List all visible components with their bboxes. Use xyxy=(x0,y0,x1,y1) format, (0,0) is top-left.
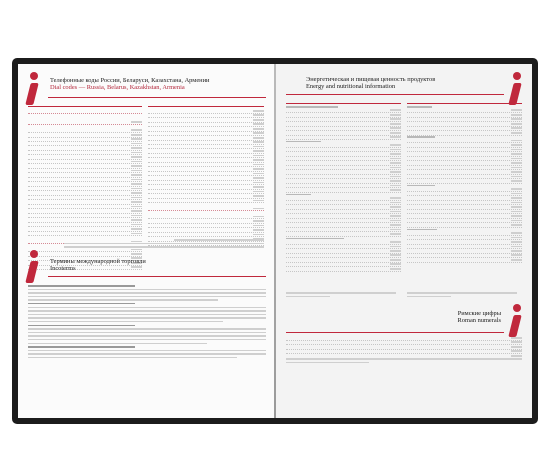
table-row xyxy=(28,192,142,196)
table-row xyxy=(407,202,522,206)
notebook-logo-icon xyxy=(509,304,525,338)
nutrition-title-en: Energy and nutritional information xyxy=(306,83,396,91)
table-row xyxy=(407,211,522,215)
table-row xyxy=(28,129,142,133)
table-row xyxy=(148,173,264,177)
table-row xyxy=(286,229,401,233)
roman-numerals-rule xyxy=(286,332,504,333)
table-row xyxy=(286,180,401,184)
table-row xyxy=(286,144,401,148)
table-row xyxy=(407,140,522,144)
roman-numerals-title-en: Roman numerals xyxy=(457,317,501,325)
roman-numerals-table xyxy=(286,337,522,359)
table-row xyxy=(148,146,264,150)
table-row xyxy=(148,191,264,195)
table-row xyxy=(148,123,264,127)
table-row xyxy=(286,127,401,131)
roman-numerals-footnote xyxy=(286,358,522,365)
table-row xyxy=(28,215,142,219)
table-row xyxy=(286,206,401,210)
table-row xyxy=(28,174,142,178)
table-row xyxy=(286,176,401,180)
table-row xyxy=(286,171,401,175)
table-row xyxy=(286,158,401,162)
table-row xyxy=(148,164,264,168)
roman-numerals-title-ru: Римские цифры xyxy=(457,310,501,317)
table-row xyxy=(286,211,401,215)
table-row xyxy=(286,197,401,201)
table-row xyxy=(286,132,401,136)
table-row xyxy=(28,197,142,201)
table-row xyxy=(407,144,522,148)
table-row xyxy=(28,228,142,232)
table-row xyxy=(148,234,264,238)
table-row xyxy=(286,337,522,341)
table-row xyxy=(407,193,522,197)
table-row xyxy=(407,176,522,180)
nutrition-group-heading xyxy=(286,194,311,196)
nutrition-group-heading xyxy=(407,229,437,231)
table-row xyxy=(286,109,401,113)
table-row xyxy=(407,127,522,131)
table-row xyxy=(148,216,264,220)
nutrition-footnote-left xyxy=(286,292,396,299)
table-row xyxy=(28,253,142,257)
incoterms-group-heading xyxy=(28,325,135,327)
table-row xyxy=(286,123,401,127)
table-row xyxy=(28,188,142,192)
table-row xyxy=(28,110,142,114)
table-row xyxy=(286,162,401,166)
table-row xyxy=(148,132,264,136)
table-row xyxy=(286,350,522,354)
table-row xyxy=(407,197,522,201)
dial-codes-title-en: Dial codes — Russia, Belarus, Kazakhstan, Armenia xyxy=(50,84,185,92)
table-row xyxy=(28,170,142,174)
table-row xyxy=(286,346,522,350)
table-row xyxy=(407,180,522,184)
table-row xyxy=(28,161,142,165)
table-row xyxy=(407,259,522,263)
table-row xyxy=(286,254,401,258)
table-row xyxy=(286,241,401,245)
nutrition-title xyxy=(306,76,496,91)
table-row xyxy=(286,341,522,345)
table-row xyxy=(28,165,142,169)
table-row xyxy=(148,225,264,229)
table-row xyxy=(148,119,264,123)
nutrition-group-heading xyxy=(407,185,435,187)
table-row xyxy=(407,118,522,122)
dial-codes-column-right xyxy=(148,110,264,247)
table-row xyxy=(148,141,264,145)
table-row xyxy=(407,250,522,254)
table-row xyxy=(28,156,142,160)
table-row xyxy=(148,177,264,181)
table-row xyxy=(407,114,522,118)
right-page xyxy=(276,64,532,418)
table-row xyxy=(148,110,264,114)
table-row xyxy=(148,155,264,159)
table-row xyxy=(286,185,401,189)
incoterms-title xyxy=(50,258,250,273)
nutrition-header-left xyxy=(286,97,401,104)
table-row xyxy=(28,143,142,147)
table-row xyxy=(286,263,401,267)
table-row xyxy=(286,118,401,122)
table-row xyxy=(407,215,522,219)
table-row xyxy=(28,210,142,214)
table-row xyxy=(148,229,264,233)
nutrition-group-heading xyxy=(407,136,435,138)
table-row xyxy=(148,137,264,141)
incoterms-title-en: Incoterms xyxy=(50,265,76,273)
table-row xyxy=(148,128,264,132)
table-row xyxy=(28,224,142,228)
table-row xyxy=(407,188,522,192)
table-row xyxy=(148,186,264,190)
table-row xyxy=(407,149,522,153)
table-row xyxy=(407,167,522,171)
incoterms-group-heading xyxy=(28,346,135,348)
nutrition-column-right xyxy=(407,106,522,263)
table-row xyxy=(28,233,142,237)
incoterms-rule xyxy=(48,276,266,277)
table-row xyxy=(286,224,401,228)
dial-codes-footnote xyxy=(64,239,264,250)
incoterms-title-ru: Термины международной торговли xyxy=(50,258,146,265)
table-row xyxy=(286,233,401,237)
table-row xyxy=(286,114,401,118)
table-row xyxy=(286,268,401,272)
nutrition-column-left xyxy=(286,106,401,272)
table-row xyxy=(286,202,401,206)
table-row xyxy=(28,152,142,156)
table-row xyxy=(286,189,401,193)
table-row xyxy=(148,182,264,186)
table-row xyxy=(407,123,522,127)
table-row xyxy=(407,109,522,113)
table-row xyxy=(407,232,522,236)
table-row xyxy=(28,138,142,142)
dial-codes-title xyxy=(50,77,268,92)
incoterms-terms xyxy=(28,285,266,360)
table-row xyxy=(28,183,142,187)
table-row xyxy=(28,179,142,183)
table-row xyxy=(28,206,142,210)
nutrition-footnote-right xyxy=(407,292,517,299)
nutrition-group-heading xyxy=(286,106,338,108)
table-row xyxy=(407,246,522,250)
incoterms-group-heading xyxy=(28,303,135,305)
table-row xyxy=(407,153,522,157)
nutrition-rule xyxy=(286,94,504,95)
dial-codes-header-right xyxy=(148,100,264,107)
table-row xyxy=(148,159,264,163)
notebook-logo-icon xyxy=(26,250,42,284)
table-row xyxy=(28,121,142,125)
table-row xyxy=(148,168,264,172)
table-row xyxy=(407,254,522,258)
nutrition-title-ru: Энергетическая и пищевая ценность продуктов xyxy=(306,76,436,83)
table-row xyxy=(286,149,401,153)
table-row xyxy=(407,158,522,162)
nutrition-header-right xyxy=(407,97,522,104)
table-row xyxy=(148,220,264,224)
table-row xyxy=(148,114,264,118)
table-row xyxy=(286,259,401,263)
table-row xyxy=(286,136,401,140)
table-row xyxy=(286,246,401,250)
table-row xyxy=(407,220,522,224)
table-row xyxy=(407,224,522,228)
table-row xyxy=(148,200,264,204)
incoterms-group-heading xyxy=(28,285,135,287)
dial-codes-header-left xyxy=(28,100,142,107)
left-page xyxy=(18,64,274,418)
table-row xyxy=(407,237,522,241)
table-row xyxy=(407,241,522,245)
table-row xyxy=(286,167,401,171)
nutrition-group-heading xyxy=(286,141,321,143)
table-row xyxy=(148,208,264,212)
table-row xyxy=(407,132,522,136)
table-row xyxy=(286,215,401,219)
dial-codes-rule xyxy=(48,97,266,98)
roman-numerals-title xyxy=(426,310,501,325)
table-row xyxy=(286,153,401,157)
table-row xyxy=(407,171,522,175)
table-row xyxy=(28,134,142,138)
table-row xyxy=(286,250,401,254)
dial-codes-title-ru: Телефонные коды России, Беларуси, Казахстана, Армении xyxy=(50,77,210,84)
table-row xyxy=(407,162,522,166)
table-row xyxy=(148,195,264,199)
table-row xyxy=(286,220,401,224)
nutrition-group-heading xyxy=(286,238,344,240)
table-row xyxy=(28,219,142,223)
table-row xyxy=(407,206,522,210)
table-row xyxy=(148,150,264,154)
nutrition-group-heading xyxy=(407,106,432,108)
table-row xyxy=(28,147,142,151)
table-row xyxy=(28,201,142,205)
